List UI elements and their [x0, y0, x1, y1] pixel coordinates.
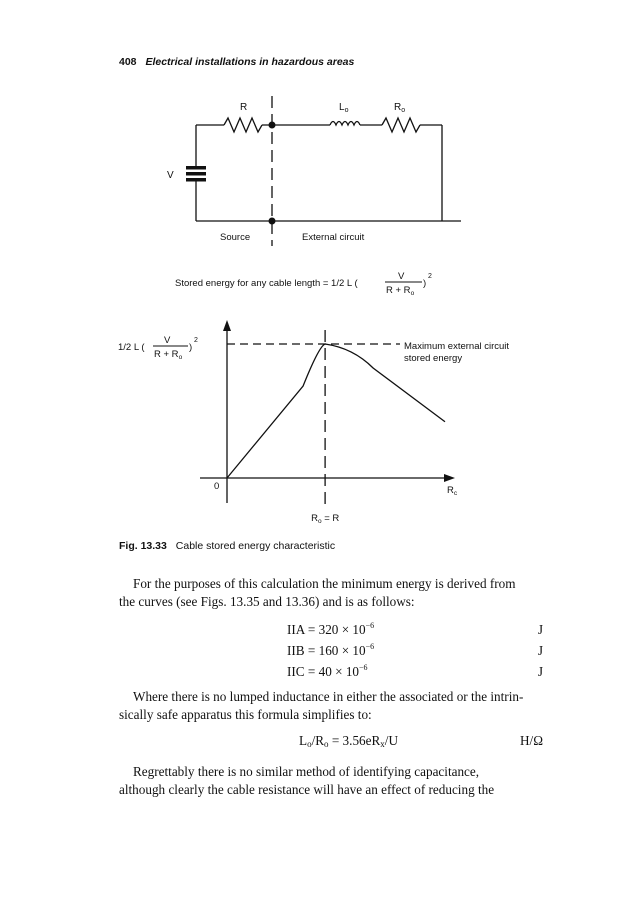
inductor-Lo [330, 122, 360, 126]
battery-plate-1 [186, 166, 206, 170]
resistor-R [224, 118, 262, 132]
label-V: V [167, 170, 174, 181]
battery-plate-2 [186, 172, 206, 176]
simplified-formula [299, 733, 543, 753]
y-axis-label-denominator: $R + R_o$ [154, 349, 183, 361]
paragraph-intro [119, 575, 543, 611]
figure-caption-text: Cable stored energy characteristic [175, 540, 336, 552]
y-axis-arrow [223, 320, 231, 331]
y-axis-label-numerator: V [164, 335, 171, 346]
formula-close-paren: ) [423, 278, 427, 289]
formula-exponent: 2 [428, 273, 432, 280]
paragraph-formula-line2: sically safe apparatus this formula simplifies to: [119, 707, 372, 722]
formula-denominator: $R + R_o$ [386, 285, 415, 297]
y-axis-label-exponent: 2 [194, 337, 198, 344]
paragraph-formula-intro [119, 688, 543, 724]
equation-IIC: IIC = $40 \times 10^{-6}$ [287, 663, 368, 679]
energy-curve [227, 344, 445, 478]
resistor-Ro [382, 118, 420, 132]
book-title: Electrical installations in hazardous areas [145, 56, 355, 68]
peak-annotation-line1: Maximum external circuit [404, 341, 510, 352]
paragraph-intro-line2: the curves (see Figs. 13.35 and 13.36) and is as follows: [119, 594, 415, 609]
page-number: 408 [119, 56, 137, 68]
origin-label: 0 [214, 481, 220, 492]
equation-IIB-unit: J [537, 643, 543, 658]
label-source: Source [220, 232, 251, 243]
equation-IIA-unit: J [537, 622, 543, 637]
paragraph-intro-line1: For the purposes of this calculation the minimum energy is derived from [133, 576, 516, 591]
peak-annotation-line2: stored energy [404, 353, 463, 364]
paragraph-capacitance-line2: although clearly the cable resistance will have an effect of reducing the [119, 782, 495, 797]
simplified-formula-unit: H/Ω [520, 733, 543, 748]
paragraph-capacitance-line1: Regrettably there is no similar method of identifying capacitance, [133, 764, 480, 779]
formula-prefix: Stored energy for any cable length = 1/2 L ( [175, 278, 358, 289]
label-Lo: $L_o$ [339, 102, 349, 114]
circuit-diagram [196, 96, 461, 246]
equation-IIB: IIB = $160 \times 10^{-6}$ [287, 642, 375, 658]
simplified-formula-expression: $L_o/R_o = 3.56eR_x/U$ [299, 733, 398, 749]
energy-equations [287, 622, 543, 682]
equation-IIA: IIA = $320 \times 10^{-6}$ [287, 621, 375, 637]
label-R: R [240, 102, 248, 113]
peak-x-label: $R_o = R$ [311, 513, 340, 525]
energy-chart [118, 320, 509, 525]
junction-top [269, 122, 276, 129]
stored-energy-formula [175, 271, 432, 297]
equation-IIC-unit: J [537, 664, 543, 679]
label-Ro: $R_o$ [394, 102, 406, 114]
paragraph-capacitance [119, 763, 543, 799]
figure-caption [119, 540, 335, 552]
x-axis-label: $R_c$ [447, 485, 458, 497]
formula-numerator: V [398, 271, 405, 282]
label-external-circuit: External circuit [302, 232, 365, 243]
x-axis-arrow [444, 474, 455, 482]
battery-plate-3 [186, 178, 206, 182]
y-axis-label-paren: ) [189, 342, 193, 353]
junction-bottom [269, 218, 276, 225]
figure-label: Fig. 13.33 [119, 540, 167, 552]
y-axis-label-prefix: 1/2 L ( [118, 342, 145, 353]
paragraph-formula-line1: Where there is no lumped inductance in either the associated or the intrin- [133, 689, 524, 704]
